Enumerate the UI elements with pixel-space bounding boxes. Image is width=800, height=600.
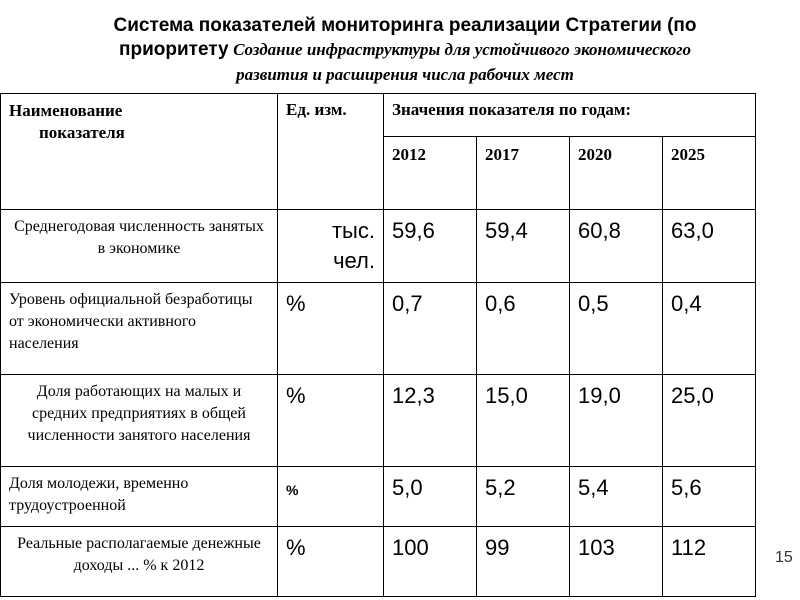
table-header-row [1,94,756,137]
row-value-2025: 63,0 [663,210,756,283]
slide-title [60,14,750,87]
table-row [1,467,756,527]
header-year-2025: 2025 [663,137,756,210]
row-value-2012: 0,7 [384,283,477,375]
row-unit: % [278,527,384,597]
header-year-2020: 2020 [570,137,663,210]
header-name-line-1: Наименование [9,101,123,120]
row-value-2017: 59,4 [477,210,570,283]
table-row [1,527,756,597]
header-year-2017: 2017 [477,137,570,210]
row-value-2020: 5,4 [570,467,663,527]
row-value-2017: 0,6 [477,283,570,375]
row-value-2020: 0,5 [570,283,663,375]
row-unit: % [278,283,384,375]
row-name: Реальные располагаемые денежные доходы ... % к 2012 [1,527,278,597]
row-value-2025: 25,0 [663,375,756,467]
header-year-2012: 2012 [384,137,477,210]
row-name: Доля молодежи, временно трудоустроенной [1,467,278,527]
row-value-2012: 12,3 [384,375,477,467]
row-value-2025: 5,6 [663,467,756,527]
row-value-2020: 19,0 [570,375,663,467]
table-row [1,375,756,467]
row-value-2025: 112 [663,527,756,597]
row-value-2017: 15,0 [477,375,570,467]
title-line-1: Система показателей мониторинга реализации Стратегии (по [113,15,697,36]
row-value-2012: 5,0 [384,467,477,527]
title-line-2-italic: Создание инфраструктуры для устойчивого экономического [233,40,691,59]
title-line-2-prefix: приоритету [119,39,229,60]
header-indicator-name [1,94,278,210]
row-value-2020: 103 [570,527,663,597]
indicators-table [0,93,756,597]
row-unit: % [278,467,384,527]
row-value-2017: 5,2 [477,467,570,527]
row-unit: тыс. чел. [278,210,384,283]
title-line-3-italic: развития и расширения числа рабочих мест [236,65,574,84]
table-row [1,283,756,375]
page-number: 15 [775,549,793,566]
row-value-2012: 59,6 [384,210,477,283]
row-value-2012: 100 [384,527,477,597]
table-row [1,210,756,283]
row-unit: % [278,375,384,467]
header-unit: Ед. изм. [278,94,384,210]
header-years-label: Значения показателя по годам: [384,94,756,137]
row-value-2020: 60,8 [570,210,663,283]
header-name-line-2: показателя [39,123,125,142]
row-value-2025: 0,4 [663,283,756,375]
row-name: Доля работающих на малых и средних предприятиях в общей численности занятого населения [1,375,278,467]
row-value-2017: 99 [477,527,570,597]
row-name: Уровень официальной безработицы от экономически активного населения [1,283,278,375]
row-name: Среднегодовая численность занятых в экономике [1,210,278,283]
